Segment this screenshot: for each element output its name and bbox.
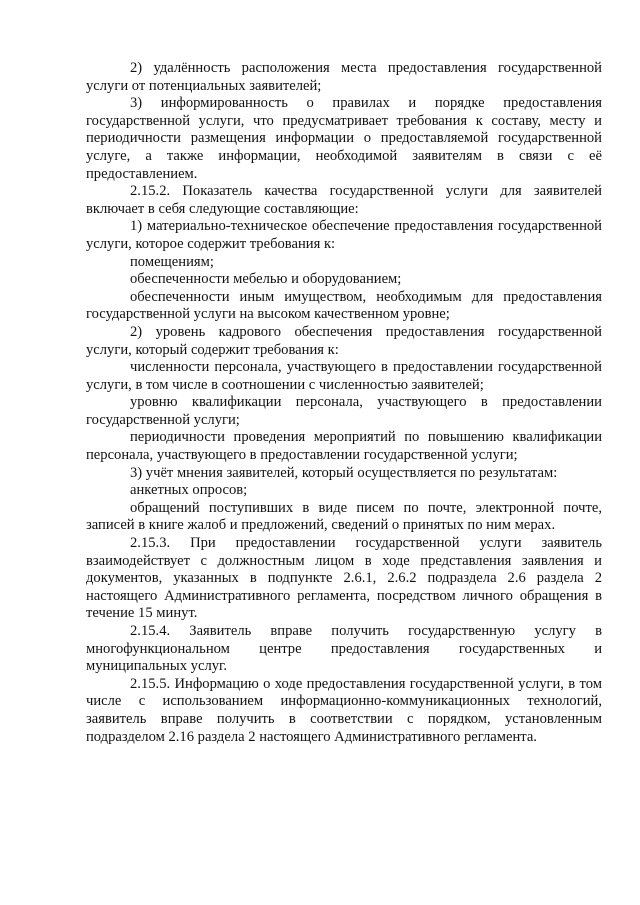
paragraph-premises: помещениям; <box>130 253 214 270</box>
paragraph-staff-count: численности персонала, участвующего в предоставлении государственной услуги, в том числе в соотношении с численностью заявителей; <box>86 359 602 393</box>
paragraph-training-frequency: периодичности проведения мероприятий по повышению квалификации персонала, участвующего в предоставлении государственной услуги; <box>86 429 602 464</box>
paragraph-awareness: 3) информированность о правилах и порядке предоставления государственной услуги, что предусматривает требования к составу, месту и периодичности размещения информации о предоставляемой государственной услуге, а также информации, необходимой заявителям в связи с её предоставлением. <box>86 95 602 182</box>
paragraph-staff-qualification: уровню квалификации персонала, участвующего в предоставлении государственной услуги; <box>86 394 602 428</box>
paragraph-other-property: обеспеченности иным имуществом, необходимым для предоставления государственной услуги на высоком качественном уровне; <box>86 288 602 323</box>
paragraph-material-support: 1) материально-техническое обеспечение предоставления государственной услуги, которое содержит требования к: <box>86 218 602 252</box>
paragraph-applicant-opinion: 3) учёт мнения заявителей, который осуществляется по результатам: <box>130 464 558 481</box>
paragraph-appeals: обращений поступивших в виде писем по почте, электронной почте, записей в книге жалоб и предложений, сведений о принятых по ним мерах. <box>86 499 602 534</box>
paragraph-remoteness: 2) удалённость расположения места предоставления государственной услуги от потенциальных заявителей; <box>86 60 602 94</box>
paragraph-2-15-3: 2.15.3. При предоставлении государственной услуги заявитель взаимодействует с должностным лицом в ходе представления заявления и документов, указанных в подпункте 2.6.1, 2.6.2 подраздела 2.6 раздела 2 настоящего Административного регламента, посредством личного обращения в течение 15 минут. <box>86 535 602 622</box>
paragraph-surveys: анкетных опросов; <box>130 482 248 499</box>
document-page <box>86 60 602 746</box>
paragraph-furniture: обеспеченности мебелью и оборудованием; <box>130 271 402 288</box>
paragraph-staffing: 2) уровень кадрового обеспечения предоставления государственной услуги, который содержит требования к: <box>86 323 602 358</box>
paragraph-2-15-4: 2.15.4. Заявитель вправе получить государственную услугу в многофункциональном центре предоставления государственных и муниципальных услуг. <box>86 623 602 675</box>
paragraph-2-15-5: 2.15.5. Информацию о ходе предоставления государственной услуги, в том числе с использованием информационно-коммуникационных технологий, заявитель вправе получить в соответствии с порядком, установленным подразделом 2.16 раздела 2 настоящего Административного регламента. <box>86 675 602 745</box>
paragraph-2-15-2: 2.15.2. Показатель качества государственной услуги для заявителей включает в себя следующие составляющие: <box>86 183 602 217</box>
